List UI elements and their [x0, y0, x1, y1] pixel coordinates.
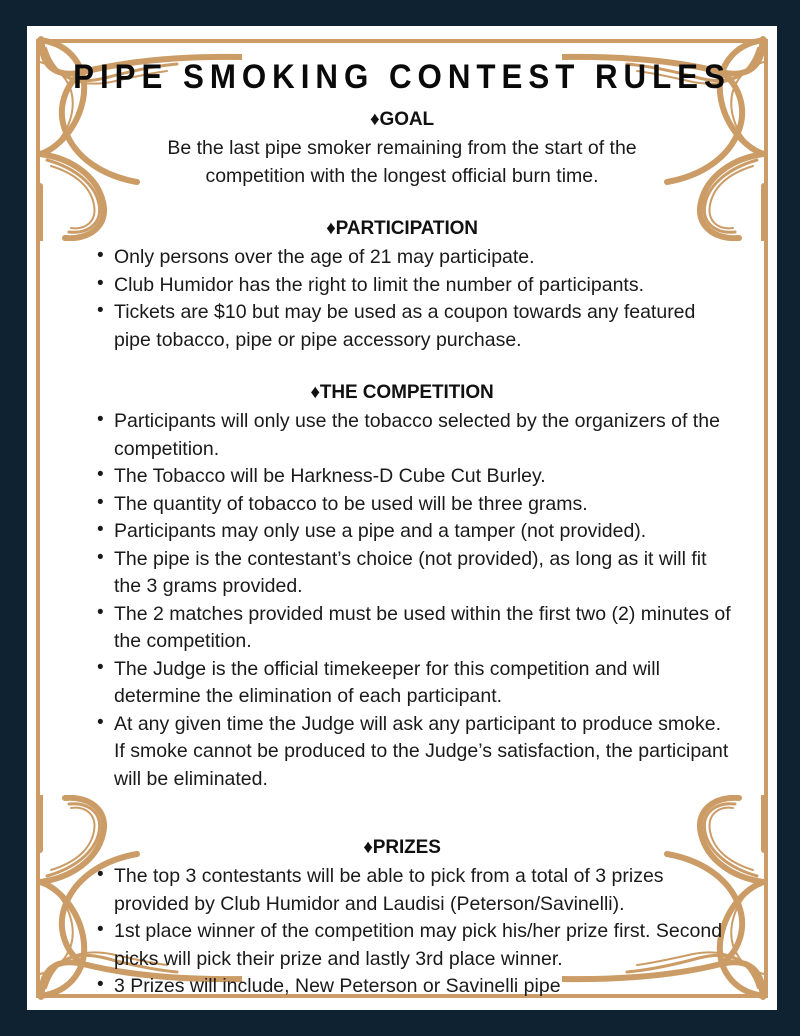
list-item: • Only persons over the age of 21 may participate. [27, 244, 777, 271]
section-heading-the-competition: ♦THE COMPETITION [310, 382, 494, 404]
list-item: • 3 Prizes will include, New Peterson or Savinelli pipe [27, 973, 777, 1000]
section-goal [27, 109, 777, 190]
list-item: • 1st place winner of the competition may pick his/her prize first. Second picks will pick their prize and lastly 3rd place winner. [27, 918, 777, 973]
list-item: • The quantity of tobacco to be used will be three grams. [27, 491, 777, 518]
page-title: PIPE SMOKING CONTEST RULES [73, 58, 731, 96]
section-the-competition [27, 382, 777, 793]
list-item: • At any given time the Judge will ask any participant to produce smoke. If smoke cannot be produced to the Judge’s satisfaction, the participant will be eliminated. [27, 711, 777, 793]
section-heading-prizes: ♦PRIZES [363, 837, 441, 859]
rules-list-participation [27, 244, 777, 354]
section-heading-participation: ♦PARTICIPATION [326, 218, 478, 240]
list-item: • Participants will only use the tobacco selected by the organizers of the competition. [27, 408, 777, 463]
section-participation [27, 218, 777, 354]
list-item: • The 2 matches provided must be used within the first two (2) minutes of the competition. [27, 601, 777, 656]
list-item: • The top 3 contestants will be able to pick from a total of 3 prizes provided by Club Humidor and Laudisi (Peterson/Savinelli). [27, 863, 777, 918]
list-item: • The Judge is the official timekeeper for this competition and will determine the elimination of each participant. [27, 656, 777, 711]
list-item: • The Tobacco will be Harkness-D Cube Cut Burley. [27, 463, 777, 490]
section-paragraph-goal: Be the last pipe smoker remaining from the start of the competition with the longest official burn time. [167, 137, 637, 187]
rules-list-the-competition [27, 408, 777, 793]
rules-list-prizes [27, 863, 777, 1000]
section-heading-goal: ♦GOAL [369, 109, 435, 130]
section-prizes [27, 837, 777, 1000]
list-item: • Participants may only use a pipe and a tamper (not provided). [27, 518, 777, 545]
list-item: • Tickets are $10 but may be used as a coupon towards any featured pipe tobacco, pipe or pipe accessory purchase. [27, 299, 777, 354]
poster-page [27, 26, 777, 1010]
list-item: • Club Humidor has the right to limit the number of participants. [27, 272, 777, 299]
list-item: • The pipe is the contestant’s choice (not provided), as long as it will fit the 3 grams provided. [27, 546, 777, 601]
